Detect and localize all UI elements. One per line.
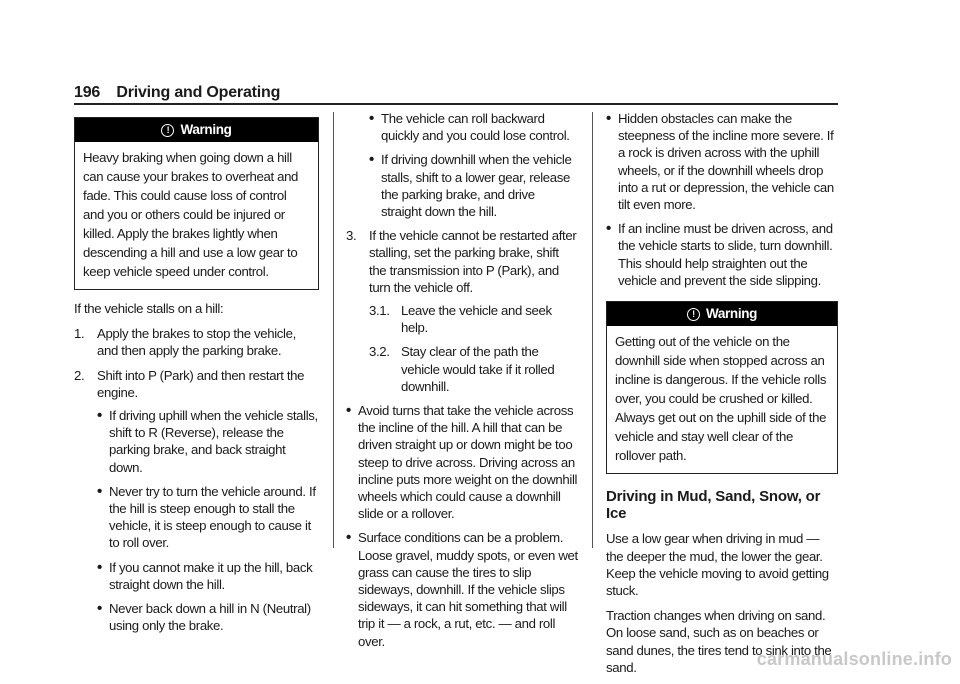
item-number: 3. (346, 228, 357, 244)
numbered-item (346, 227, 578, 395)
column-3 (606, 110, 838, 684)
page-number: 196 (74, 84, 101, 101)
warning-text: Heavy braking when going down a hill can cause your brakes to overheat and fade. This could cause loss of control and you or others could be injured or killed. Apply the brakes lightly when descending a hill and use a low gear to keep vehicle speed under control. (83, 150, 299, 279)
bullet-item: • If driving uphill when the vehicle stalls, shift to R (Reverse), release the parking brake, and back straight down. (97, 407, 319, 476)
sub-item-number: 3.2. (369, 344, 390, 360)
header-rule (74, 103, 838, 105)
item-number: 1. (74, 326, 85, 342)
bullet-list (97, 407, 319, 634)
sub-item-number: 3.1. (369, 303, 390, 319)
item-text: Shift into P (Park) and then restart the engine. (97, 367, 305, 400)
sub-item (369, 302, 578, 336)
sub-item (369, 343, 578, 395)
sub-item-text: Leave the vehicle and seek help. (401, 303, 552, 336)
warning-header (75, 118, 318, 142)
sub-item-text: Stay clear of the path the vehicle would take if it rolled downhill. (401, 344, 555, 394)
warning-box (74, 117, 319, 290)
warning-header (607, 302, 837, 326)
bullet-item: • Hidden obstacles can make the steepness of the incline more severe. If a rock is driven across with the uphill wheels, or if the downhill wheels drop into a rut or depression, the vehicle can tilt even more. (606, 110, 838, 213)
bullet-item: • The vehicle can roll backward quickly and you could lose control. (369, 110, 578, 144)
warning-icon: ! (161, 124, 174, 137)
item-text: If the vehicle cannot be restarted after stalling, set the parking brake, shift the transmission into P (Park), and turn the vehicle off. (369, 228, 577, 295)
bullet-item: • If driving downhill when the vehicle stalls, shift to a lower gear, release the parking brake, and drive straight down the hill. (369, 151, 578, 220)
warning-label: Warning (705, 306, 758, 322)
paragraph: Use a low gear when driving in mud — the deeper the mud, the lower the gear. Keep the vehicle moving to avoid getting stuck. (606, 531, 829, 599)
bullet-item: • Never try to turn the vehicle around. If the hill is steep enough to stall the vehicle, it is steep enough to cause it to roll over. (97, 483, 319, 552)
paragraph: Traction changes when driving on sand. On loose sand, such as on beaches or sand dunes, the tires tend to sink into the sand. (606, 608, 832, 675)
bullet-item: • Surface conditions can be a problem. Loose gravel, muddy spots, or even wet grass can cause the tires to slip sideways, downhill. If the vehicle slips sideways, it can hit something that will trip it — a rock, a rut, etc. — and roll over. (346, 529, 578, 649)
bullet-item: • If an incline must be driven across, and the vehicle starts to slide, turn downhill. This should help straighten out the vehicle and prevent the side slipping. (606, 220, 838, 289)
section-heading: Driving in Mud, Sand, Snow, or Ice (606, 488, 821, 523)
bullet-list (346, 110, 578, 220)
item-text: Apply the brakes to stop the vehicle, and then apply the parking brake. (97, 326, 296, 359)
warning-label: Warning (180, 122, 232, 137)
bullet-item: • If you cannot make it up the hill, back straight down the hill. (97, 559, 319, 593)
warning-icon: ! (687, 308, 700, 321)
item-number: 2. (74, 367, 85, 383)
paragraph: If the vehicle stalls on a hill: (74, 301, 224, 316)
column-divider (333, 112, 334, 548)
column-1 (74, 117, 319, 642)
page-header (74, 84, 280, 102)
column-2 (346, 110, 578, 657)
numbered-item (74, 325, 319, 359)
warning-box (606, 301, 838, 474)
section-title-header: Driving and Operating (116, 84, 281, 101)
numbered-item (74, 367, 319, 635)
watermark: carmanualsonline.info (756, 649, 952, 669)
sub-list (369, 302, 578, 395)
column-divider (592, 112, 593, 548)
bullet-item: • Avoid turns that take the vehicle across the incline of the hill. A hill that can be driven straight up or down might be too steep to drive across. Driving across an incline puts more weight on the downhill wheels which could cause a downhill slide or a rollover. (346, 402, 578, 522)
bullet-item: • Never back down a hill in N (Neutral) using only the brake. (97, 600, 319, 634)
warning-text: Getting out of the vehicle on the downhill side when stopped across an incline is dangerous. If the vehicle rolls over, you could be crushed or killed. Always get out on the uphill side of the vehicle and stay well clear of the rollover path. (615, 334, 827, 464)
